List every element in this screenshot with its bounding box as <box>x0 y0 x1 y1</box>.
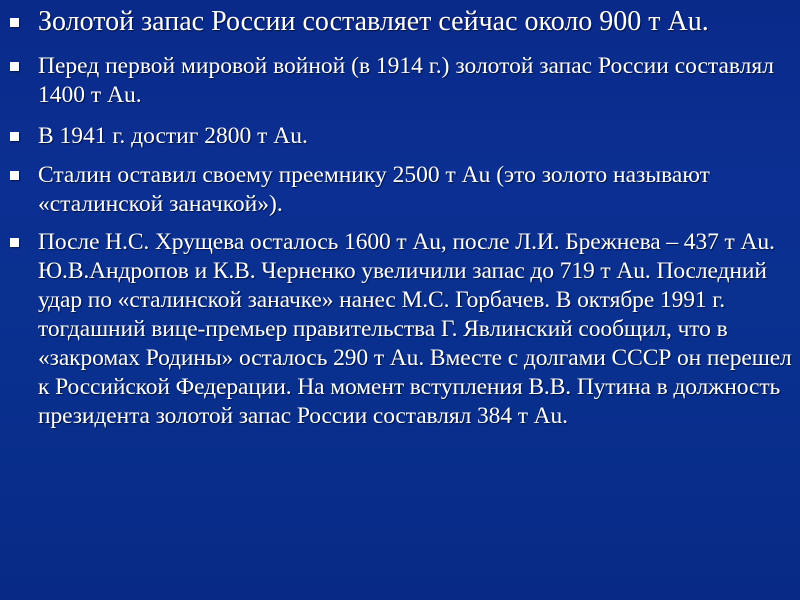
square-bullet-icon <box>10 62 19 71</box>
bullet-item <box>8 52 792 110</box>
bullet-text: Золотой запас России составляет сейчас около 900 т Au. <box>38 6 709 37</box>
bullet-text: Сталин оставил своему преемнику 2500 т Au (это золото называют «сталинской заначкой»). <box>38 162 710 217</box>
bullet-text: В 1941 г. достиг 2800 т Au. <box>38 123 308 149</box>
square-bullet-icon <box>10 238 19 247</box>
square-bullet-icon <box>10 18 19 27</box>
bullet-item <box>8 228 792 431</box>
bullet-text: После Н.С. Хрущева осталось 1600 т Au, после Л.И. Брежнева – 437 т Au. Ю.В.Андропов и К.В. Черненко увеличили запас до 719 т Au. Последний удар по «сталинской заначке» нанес М.С. Горбачев. В октябре 1991 г. тогдашний вице-премьер правительства Г. Явлинский сообщил, что в «закромах Родины» осталось 290 т Au. Вместе с долгами СССР он перешел к Российской Федерации. На момент вступления В.В. Путина в должность президента золотой запас России составлял 384 т Au. <box>38 229 792 429</box>
square-bullet-icon <box>10 171 19 180</box>
bullet-text: Перед первой мировой войной (в 1914 г.) золотой запас России составлял 1400 т Au. <box>38 53 774 108</box>
bullet-item <box>8 161 792 219</box>
bullet-item <box>8 122 792 151</box>
square-bullet-icon <box>10 132 19 141</box>
bullet-item <box>8 6 792 38</box>
bullet-list <box>8 6 792 431</box>
